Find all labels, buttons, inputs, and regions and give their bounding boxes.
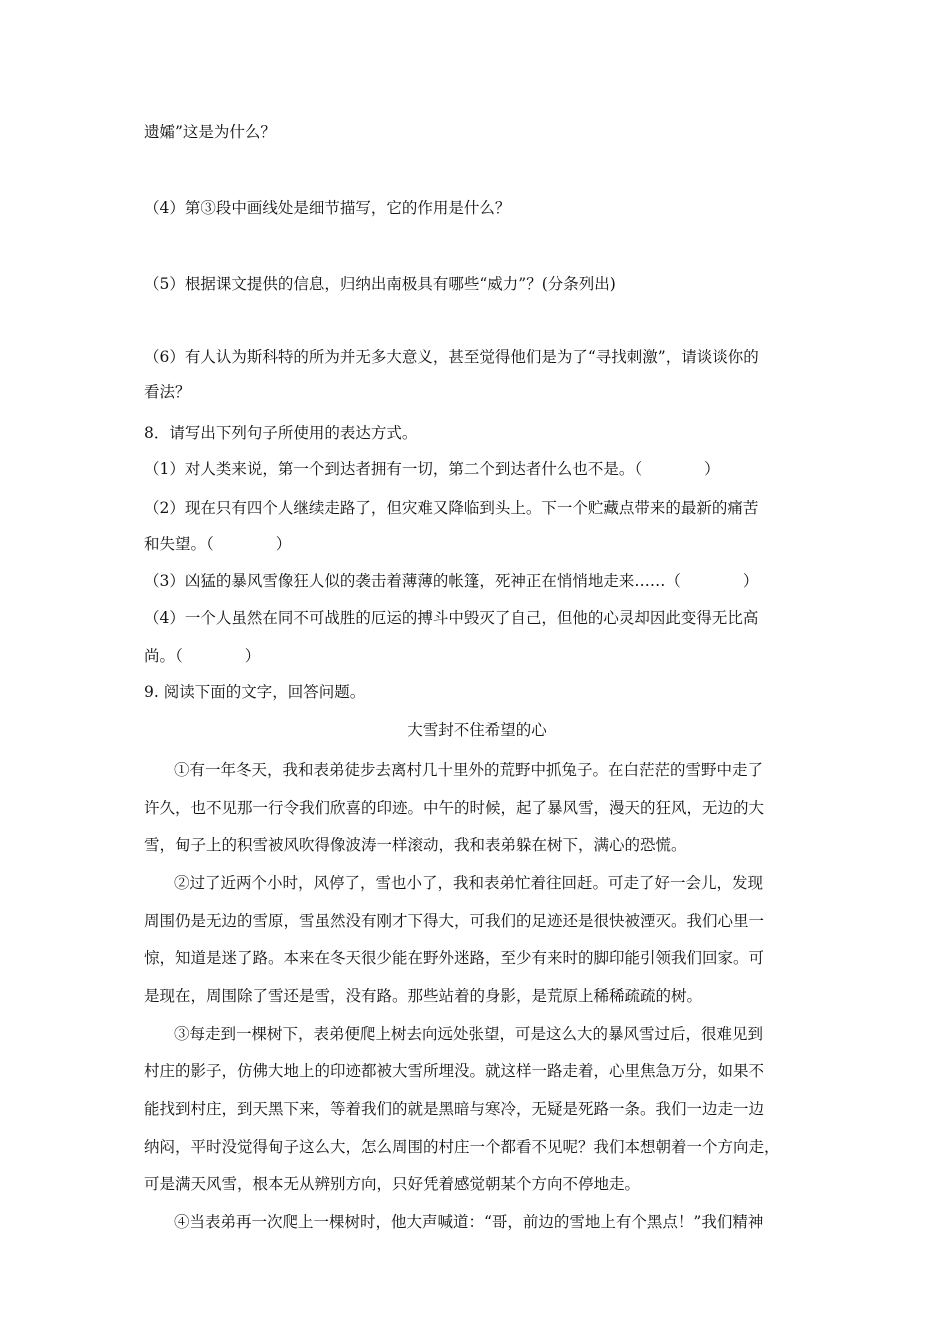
question-8-item-2-line1: （2）现在只有四个人继续走路了，但灾难又降临到头上。下一个贮藏点带来的最新的痛苦: [144, 499, 759, 517]
essay-paragraph-2-line1: ②过了近两个小时，风停了，雪也小了，我和表弟忙着往回赶。可走了好一会儿，发现: [174, 874, 764, 892]
question-7-5: （5）根据课文提供的信息，归纳出南极具有哪些“威力”？(分条列出): [144, 275, 616, 293]
question-7-6-line2: 看法？: [144, 383, 191, 401]
essay-paragraph-1-line1: ①有一年冬天，我和表弟徒步去离村几十里外的荒野中抓兔子。在白茫茫的雪野中走了: [174, 761, 764, 779]
essay-paragraph-2-line2: 周围仍是无边的雪原，雪虽然没有刚才下得大，可我们的足迹还是很快被湮灭。我们心里一: [144, 912, 765, 930]
question-8-item-1: （1）对人类来说，第一个到达者拥有一切，第二个到达者什么也不是。（ ）: [144, 460, 720, 478]
question-8-item-4-line2: 尚。（ ）: [144, 647, 261, 665]
question-8-heading: 8．请写出下列句子所使用的表达方式。: [144, 424, 418, 442]
essay-paragraph-4-line1: ④当表弟再一次爬上一棵树时，他大声喊道：“哥，前边的雪地上有个黑点！”我们精神: [174, 1213, 764, 1231]
question-9-heading: 9. 阅读下面的文字，回答问题。: [144, 683, 366, 701]
question-8-item-2-line2: 和失望。（ ）: [144, 535, 292, 553]
essay-paragraph-3-line5: 可是满天风雪，根本无从辨别方向，只好凭着感觉朝某个方向不停地走。: [144, 1175, 641, 1193]
question-7-4: （4）第③段中画线处是细节描写，它的作用是什么？: [144, 199, 511, 217]
essay-paragraph-2-line3: 惊，知道是迷了路。本来在冬天很少能在野外迷路，至少有来时的脚印能引领我们回家。可: [144, 949, 765, 967]
essay-paragraph-3-line3: 能找到村庄，到天黑下来，等着我们的就是黑暗与寒冷，无疑是死路一条。我们一边走一边: [144, 1100, 765, 1118]
question-3-continuation: 遗孀”这是为什么？: [144, 123, 276, 141]
question-8-item-3: （3）凶猛的暴风雪像狂人似的袭击着薄薄的帐篷，死神正在悄悄地走来……（ ）: [144, 572, 759, 590]
essay-paragraph-3-line2: 村庄的影子，仿佛大地上的印迹都被大雪所埋没。就这样一路走着，心里焦急万分，如果不: [144, 1062, 765, 1080]
question-7-6-line1: （6）有人认为斯科特的所为并无多大意义，甚至觉得他们是为了“寻找刺激”，请谈谈你的: [144, 348, 759, 366]
question-8-item-4-line1: （4）一个人虽然在同不可战胜的厄运的搏斗中毁灭了自己，但他的心灵却因此变得无比高: [144, 609, 759, 627]
essay-paragraph-3-line4: 纳闷，平时没觉得甸子这么大，怎么周围的村庄一个都看不见呢？我们本想朝着一个方向走，: [144, 1138, 780, 1156]
essay-paragraph-1-line2: 许久，也不见那一行令我们欣喜的印迹。中午的时候，起了暴风雪，漫天的狂风，无边的大: [144, 799, 765, 817]
essay-paragraph-1-line3: 雪，甸子上的积雪被风吹得像波涛一样滚动，我和表弟躲在树下，满心的恐慌。: [144, 836, 687, 854]
essay-paragraph-2-line4: 是现在，周围除了雪还是雪，没有路。那些站着的身影，是荒原上稀稀疏疏的树。: [144, 987, 703, 1005]
essay-paragraph-3-line1: ③每走到一棵树下，表弟便爬上树去向远处张望，可是这么大的暴风雪过后，很难见到: [174, 1025, 764, 1043]
essay-title: 大雪封不住希望的心: [407, 721, 547, 739]
